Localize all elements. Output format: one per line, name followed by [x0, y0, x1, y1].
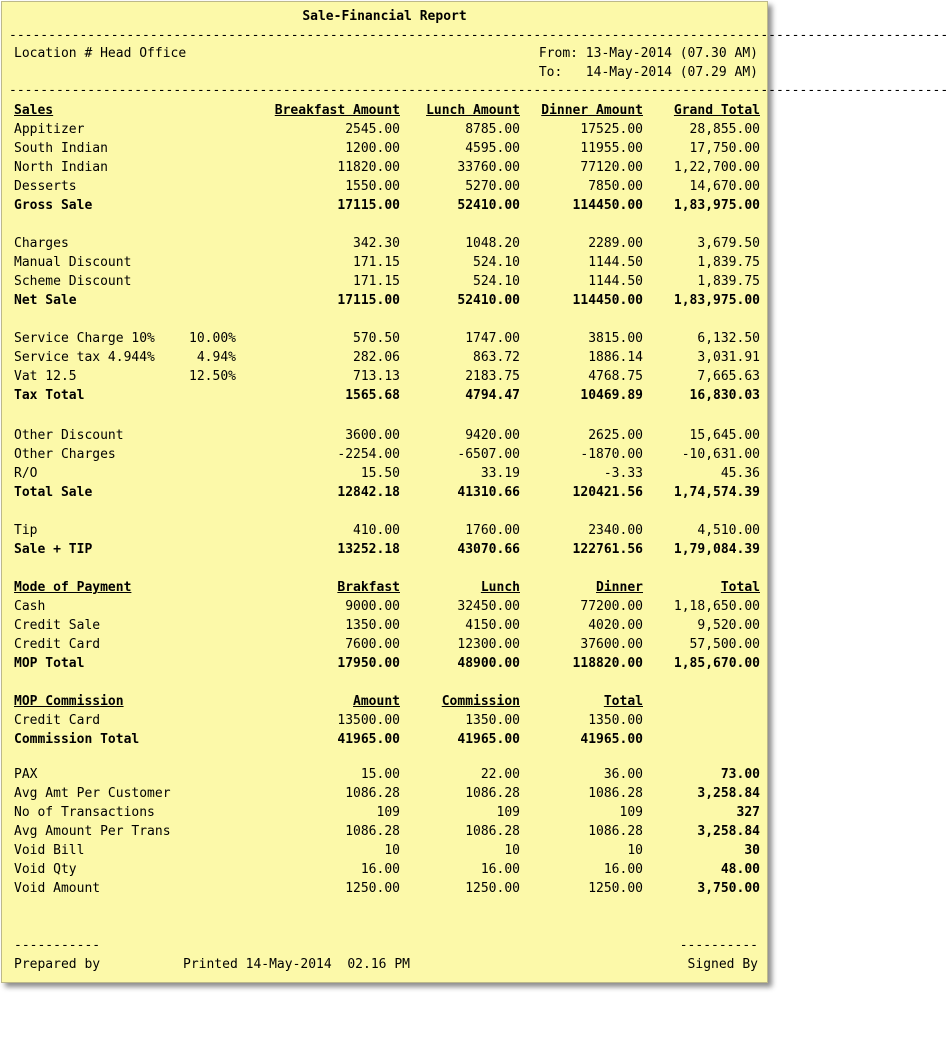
sales-heading: Sales: [14, 103, 54, 118]
row-label: Void Amount: [14, 881, 101, 896]
mop-row: [2, 654, 767, 673]
dinner-value: -1870.00: [580, 447, 643, 462]
row-label: Gross Sale: [14, 198, 93, 213]
row-label: Void Qty: [14, 862, 77, 877]
breakfast-value: 1086.28: [345, 786, 400, 801]
commission-row: [2, 730, 767, 749]
report-paper: [1, 1, 948, 983]
grand-total-value: 1,22,700.00: [673, 160, 760, 175]
mop-row: [2, 616, 767, 635]
breakfast-value: 15.00: [360, 767, 400, 782]
location-label: Location # Head Office: [14, 46, 187, 61]
row-label: No of Transactions: [14, 805, 155, 820]
row-label: Total Sale: [14, 485, 93, 500]
dinner-value: 10469.89: [580, 388, 643, 403]
dinner-value: 3815.00: [588, 331, 643, 346]
signature-lines: [2, 936, 767, 955]
grand-total-value: 6,132.50: [697, 331, 760, 346]
breakfast-amount-header: Breakfast Amount: [274, 103, 400, 118]
grand-total-value: 4,510.00: [697, 523, 760, 538]
total-value: 9,520.00: [697, 618, 760, 633]
row-label: PAX: [14, 767, 38, 782]
date-to: To: 14-May-2014 (07.29 AM): [538, 65, 758, 80]
grand-total-value: 1,839.75: [697, 274, 760, 289]
grand-total-value: 3,679.50: [697, 236, 760, 251]
grand-total-value: 3,031.91: [697, 350, 760, 365]
breakfast-value: 7600.00: [345, 637, 400, 652]
row-label: Charges: [14, 236, 69, 251]
mop-total-header: Total: [720, 580, 760, 595]
sales-row: [2, 348, 767, 367]
sales-row: [2, 120, 767, 139]
breakfast-value: 15.50: [360, 466, 400, 481]
grand-total-value: 1,74,574.39: [673, 485, 760, 500]
tax-rate: 12.50%: [189, 369, 236, 384]
breakfast-value: 171.15: [353, 274, 400, 289]
lunch-amount-header: Lunch Amount: [426, 103, 520, 118]
location-header: [2, 44, 767, 63]
breakfast-value: 2545.00: [345, 122, 400, 137]
lunch-value: 524.10: [473, 274, 520, 289]
total-value: 57,500.00: [689, 637, 760, 652]
dinner-value: 1250.00: [588, 881, 643, 896]
grand-total-value: 3,258.84: [697, 824, 760, 839]
row-label: Vat 12.5: [14, 369, 77, 384]
row-label: Credit Card: [14, 713, 101, 728]
report-footer: [2, 955, 767, 974]
total-value: 1350.00: [588, 713, 643, 728]
grand-total-value: 3,750.00: [697, 881, 760, 896]
sales-row: [2, 177, 767, 196]
sales-row: [2, 139, 767, 158]
date-to-row: [2, 63, 767, 82]
row-label: Service Charge 10%: [14, 331, 155, 346]
row-label: North Indian: [14, 160, 108, 175]
row-label: Avg Amt Per Customer: [14, 786, 171, 801]
dinner-value: 1144.50: [588, 274, 643, 289]
dinner-amount-header: Dinner Amount: [541, 103, 643, 118]
dinner-value: 10: [627, 843, 643, 858]
amount-value: 13500.00: [337, 713, 400, 728]
dinner-value: 11955.00: [580, 141, 643, 156]
lunch-value: 41310.66: [457, 485, 520, 500]
grand-total-value: 30: [744, 843, 760, 858]
row-label: Tax Total: [14, 388, 85, 403]
dinner-value: 77200.00: [580, 599, 643, 614]
commission-row: [2, 711, 767, 730]
row-label: Sale + TIP: [14, 542, 93, 557]
grand-total-value: 1,839.75: [697, 255, 760, 270]
sales-row: [2, 367, 767, 386]
breakfast-value: 16.00: [360, 862, 400, 877]
row-label: MOP Total: [14, 656, 85, 671]
sales-row: [2, 158, 767, 177]
prepared-by-label: Prepared by: [14, 957, 101, 972]
stats-row: [2, 860, 767, 879]
lunch-value: 43070.66: [457, 542, 520, 557]
lunch-value: 22.00: [480, 767, 520, 782]
signed-by-label: Signed By: [687, 957, 758, 972]
grand-total-value: 17,750.00: [689, 141, 760, 156]
tax-rate: 4.94%: [196, 350, 236, 365]
lunch-value: 109: [496, 805, 520, 820]
grand-total-value: 28,855.00: [689, 122, 760, 137]
lunch-value: 33.19: [480, 466, 520, 481]
row-label: Manual Discount: [14, 255, 132, 270]
sales-row: [2, 445, 767, 464]
breakfast-value: 713.13: [353, 369, 400, 384]
row-label: Desserts: [14, 179, 77, 194]
dinner-value: 1886.14: [588, 350, 643, 365]
grand-total-value: 45.36: [720, 466, 760, 481]
sales-row: [2, 272, 767, 291]
row-label: R/O: [14, 466, 38, 481]
lunch-value: 4794.47: [465, 388, 520, 403]
dinner-value: 4020.00: [588, 618, 643, 633]
dinner-value: 2289.00: [588, 236, 643, 251]
lunch-value: 4595.00: [465, 141, 520, 156]
dinner-value: 2625.00: [588, 428, 643, 443]
grand-total-value: 15,645.00: [689, 428, 760, 443]
sales-row: [2, 291, 767, 310]
total-value: 1,85,670.00: [673, 656, 760, 671]
lunch-value: 1048.20: [465, 236, 520, 251]
tax-rate: 10.00%: [189, 331, 236, 346]
commission-total-header: Total: [603, 694, 643, 709]
lunch-value: 10: [504, 843, 520, 858]
commission-value: 1350.00: [465, 713, 520, 728]
dinner-value: 4768.75: [588, 369, 643, 384]
row-label: Credit Sale: [14, 618, 101, 633]
lunch-value: 4150.00: [465, 618, 520, 633]
sales-row: [2, 483, 767, 502]
stats-row: [2, 765, 767, 784]
mop-header-row: [2, 578, 767, 597]
lunch-value: 1086.28: [465, 824, 520, 839]
breakfast-value: 1200.00: [345, 141, 400, 156]
dinner-value: 16.00: [603, 862, 643, 877]
breakfast-value: 1565.68: [345, 388, 400, 403]
breakfast-value: 109: [376, 805, 400, 820]
lunch-value: 12300.00: [457, 637, 520, 652]
prepared-sig-line: -----------: [14, 938, 101, 953]
lunch-value: 863.72: [473, 350, 520, 365]
dinner-value: 17525.00: [580, 122, 643, 137]
grand-total-value: 327: [736, 805, 760, 820]
commission-value: 41965.00: [457, 732, 520, 747]
row-label: Cash: [14, 599, 46, 614]
lunch-value: 524.10: [473, 255, 520, 270]
row-label: Appitizer: [14, 122, 85, 137]
breakfast-value: 171.15: [353, 255, 400, 270]
sales-row: [2, 329, 767, 348]
breakfast-value: 10: [384, 843, 400, 858]
breakfast-value: 17950.00: [337, 656, 400, 671]
mop-lunch-header: Lunch: [480, 580, 520, 595]
commission-value-header: Commission: [441, 694, 520, 709]
breakfast-value: 17115.00: [337, 198, 400, 213]
dinner-value: 114450.00: [572, 198, 643, 213]
breakfast-value: -2254.00: [337, 447, 400, 462]
lunch-value: -6507.00: [457, 447, 520, 462]
lunch-value: 32450.00: [457, 599, 520, 614]
lunch-value: 1250.00: [465, 881, 520, 896]
grand-total-value: 73.00: [720, 767, 760, 782]
sales-row: [2, 386, 767, 405]
row-label: Service tax 4.944%: [14, 350, 155, 365]
row-label: Net Sale: [14, 293, 77, 308]
row-label: Void Bill: [14, 843, 85, 858]
dinner-value: 1086.28: [588, 824, 643, 839]
commission-header-row: [2, 692, 767, 711]
stats-row: [2, 879, 767, 898]
lunch-value: 33760.00: [457, 160, 520, 175]
breakfast-value: 12842.18: [337, 485, 400, 500]
lunch-value: 8785.00: [465, 122, 520, 137]
lunch-value: 5270.00: [465, 179, 520, 194]
printed-timestamp: Printed 14-May-2014 02.16 PM: [183, 957, 410, 972]
dinner-value: 1086.28: [588, 786, 643, 801]
sales-row: [2, 464, 767, 483]
stats-row: [2, 822, 767, 841]
sales-row: [2, 521, 767, 540]
stats-row: [2, 803, 767, 822]
grand-total-value: 1,83,975.00: [673, 198, 760, 213]
lunch-value: 1760.00: [465, 523, 520, 538]
breakfast-value: 13252.18: [337, 542, 400, 557]
mop-heading: Mode of Payment: [14, 580, 132, 595]
divider-header: ------------------------------------------------------------------------------------------------------------------------: [9, 83, 948, 98]
breakfast-value: 9000.00: [345, 599, 400, 614]
signed-sig-line: ----------: [679, 938, 758, 953]
row-label: Other Charges: [14, 447, 116, 462]
lunch-value: 48900.00: [457, 656, 520, 671]
sales-row: [2, 196, 767, 215]
commission-heading: MOP Commission: [14, 694, 124, 709]
stats-row: [2, 841, 767, 860]
lunch-value: 9420.00: [465, 428, 520, 443]
lunch-value: 1747.00: [465, 331, 520, 346]
grand-total-value: 16,830.03: [689, 388, 760, 403]
grand-total-value: 1,83,975.00: [673, 293, 760, 308]
lunch-value: 52410.00: [457, 293, 520, 308]
amount-value: 41965.00: [337, 732, 400, 747]
row-label: Other Discount: [14, 428, 124, 443]
row-label: Scheme Discount: [14, 274, 132, 289]
sales-row: [2, 253, 767, 272]
breakfast-value: 282.06: [353, 350, 400, 365]
stats-row: [2, 784, 767, 803]
breakfast-value: 570.50: [353, 331, 400, 346]
lunch-value: 2183.75: [465, 369, 520, 384]
mop-breakfast-header: Brakfast: [337, 580, 400, 595]
breakfast-value: 342.30: [353, 236, 400, 251]
grand-total-value: 14,670.00: [689, 179, 760, 194]
breakfast-value: 11820.00: [337, 160, 400, 175]
breakfast-value: 1550.00: [345, 179, 400, 194]
dinner-value: 118820.00: [572, 656, 643, 671]
dinner-value: 77120.00: [580, 160, 643, 175]
breakfast-value: 1250.00: [345, 881, 400, 896]
total-value: 41965.00: [580, 732, 643, 747]
dinner-value: 37600.00: [580, 637, 643, 652]
sales-row: [2, 426, 767, 445]
dinner-value: 1144.50: [588, 255, 643, 270]
mop-dinner-header: Dinner: [596, 580, 643, 595]
total-value: 1,18,650.00: [673, 599, 760, 614]
grand-total-value: -10,631.00: [681, 447, 760, 462]
breakfast-value: 3600.00: [345, 428, 400, 443]
dinner-value: 36.00: [603, 767, 643, 782]
lunch-value: 1086.28: [465, 786, 520, 801]
dinner-value: 120421.56: [572, 485, 643, 500]
sales-row: [2, 540, 767, 559]
breakfast-value: 17115.00: [337, 293, 400, 308]
grand-total-value: 3,258.84: [697, 786, 760, 801]
row-label: Commission Total: [14, 732, 140, 747]
mop-row: [2, 635, 767, 654]
sales-header-row: [2, 101, 767, 120]
dinner-value: 109: [619, 805, 643, 820]
grand-total-header: Grand Total: [673, 103, 760, 118]
report-title: Sale-Financial Report: [302, 9, 467, 24]
dinner-value: 114450.00: [572, 293, 643, 308]
breakfast-value: 1350.00: [345, 618, 400, 633]
row-label: Tip: [14, 523, 38, 538]
date-from: From: 13-May-2014 (07.30 AM): [538, 46, 758, 61]
lunch-value: 16.00: [480, 862, 520, 877]
dinner-value: 122761.56: [572, 542, 643, 557]
row-label: South Indian: [14, 141, 108, 156]
grand-total-value: 7,665.63: [697, 369, 760, 384]
row-label: Credit Card: [14, 637, 101, 652]
grand-total-value: 48.00: [720, 862, 760, 877]
lunch-value: 52410.00: [457, 198, 520, 213]
dinner-value: 7850.00: [588, 179, 643, 194]
row-label: Avg Amount Per Trans: [14, 824, 171, 839]
dinner-value: -3.33: [603, 466, 643, 481]
sales-row: [2, 234, 767, 253]
breakfast-value: 1086.28: [345, 824, 400, 839]
divider-top: ------------------------------------------------------------------------------------------------------------------------: [9, 28, 948, 43]
breakfast-value: 410.00: [353, 523, 400, 538]
grand-total-value: 1,79,084.39: [673, 542, 760, 557]
mop-row: [2, 597, 767, 616]
dinner-value: 2340.00: [588, 523, 643, 538]
commission-amount-header: Amount: [353, 694, 400, 709]
